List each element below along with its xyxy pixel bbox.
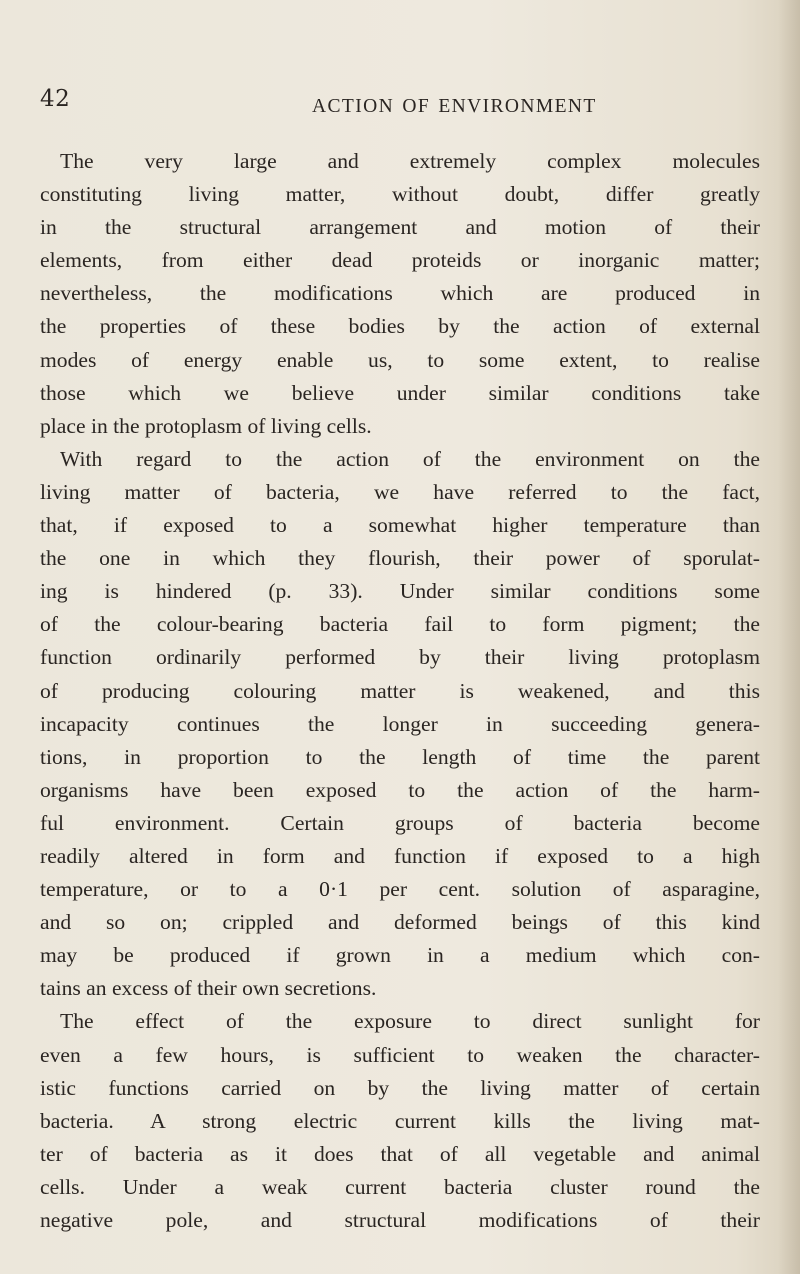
text-line: negative pole, and structural modifications of their <box>40 1208 760 1232</box>
running-head: ACTION OF ENVIRONMENT <box>312 96 597 117</box>
text-line: tains an excess of their own secretions. <box>40 976 377 1001</box>
text-line: even a few hours, is sufficient to weaken the character- <box>40 1042 760 1067</box>
text-line: bacteria. A strong electric current kills the living mat- <box>40 1108 760 1133</box>
text-line: incapacity continues the longer in succeeding genera- <box>40 711 760 736</box>
paragraph-2-line-1: With regard to the action of the environment on the <box>60 446 760 471</box>
text-line: organisms have been exposed to the action of the harm- <box>40 777 760 802</box>
text-line: ter of bacteria as it does that of all vegetable and animal <box>40 1141 760 1166</box>
text-line: ful environment. Certain groups of bacteria become <box>40 810 760 835</box>
text-line: and so on; crippled and deformed beings of this kind <box>40 910 760 935</box>
text-line: of the colour-bearing bacteria fail to form pigment; the <box>40 612 760 637</box>
text-line: function ordinarily performed by their living protoplasm <box>40 645 760 670</box>
text-line: istic functions carried on by the living matter of certain <box>40 1075 760 1100</box>
page-edge-shadow <box>778 0 800 1274</box>
text-line: place in the protoplasm of living cells. <box>40 413 372 438</box>
text-line: may be produced if grown in a medium which con- <box>40 943 760 968</box>
text-line: that, if exposed to a somewhat higher temperature than <box>40 513 760 538</box>
text-line: of producing colouring matter is weakened, and this <box>40 678 760 703</box>
text-line: those which we believe under similar conditions take <box>40 380 760 405</box>
text-line: readily altered in form and function if exposed to a high <box>40 843 760 868</box>
text-line: in the structural arrangement and motion of their <box>40 215 760 240</box>
paragraph-3-line-1: The effect of the exposure to direct sunlight for <box>60 1009 760 1034</box>
text-line: tions, in proportion to the length of time the parent <box>40 744 760 769</box>
text-line: nevertheless, the modifications which are produced in <box>40 281 760 306</box>
page-header <box>40 86 760 124</box>
text-line: elements, from either dead proteids or inorganic matter; <box>40 248 760 273</box>
text-line: cells. Under a weak current bacteria cluster round the <box>40 1174 760 1199</box>
text-line: temperature, or to a 0·1 per cent. solution of asparagine, <box>40 877 760 902</box>
paragraph-1-line-1: The very large and extremely complex molecules <box>60 149 760 173</box>
page-number: 42 <box>40 86 71 112</box>
text-line: the properties of these bodies by the action of external <box>40 314 760 339</box>
text-line: constituting living matter, without doubt, differ greatly <box>40 182 760 207</box>
text-line: modes of energy enable us, to some extent, to realise <box>40 347 760 372</box>
body-text <box>40 145 760 1237</box>
text-line: the one in which they flourish, their power of sporulat- <box>40 546 760 571</box>
text-line: living matter of bacteria, we have referred to the fact, <box>40 479 760 504</box>
text-line: ing is hindered (p. 33). Under similar conditions some <box>40 579 760 604</box>
